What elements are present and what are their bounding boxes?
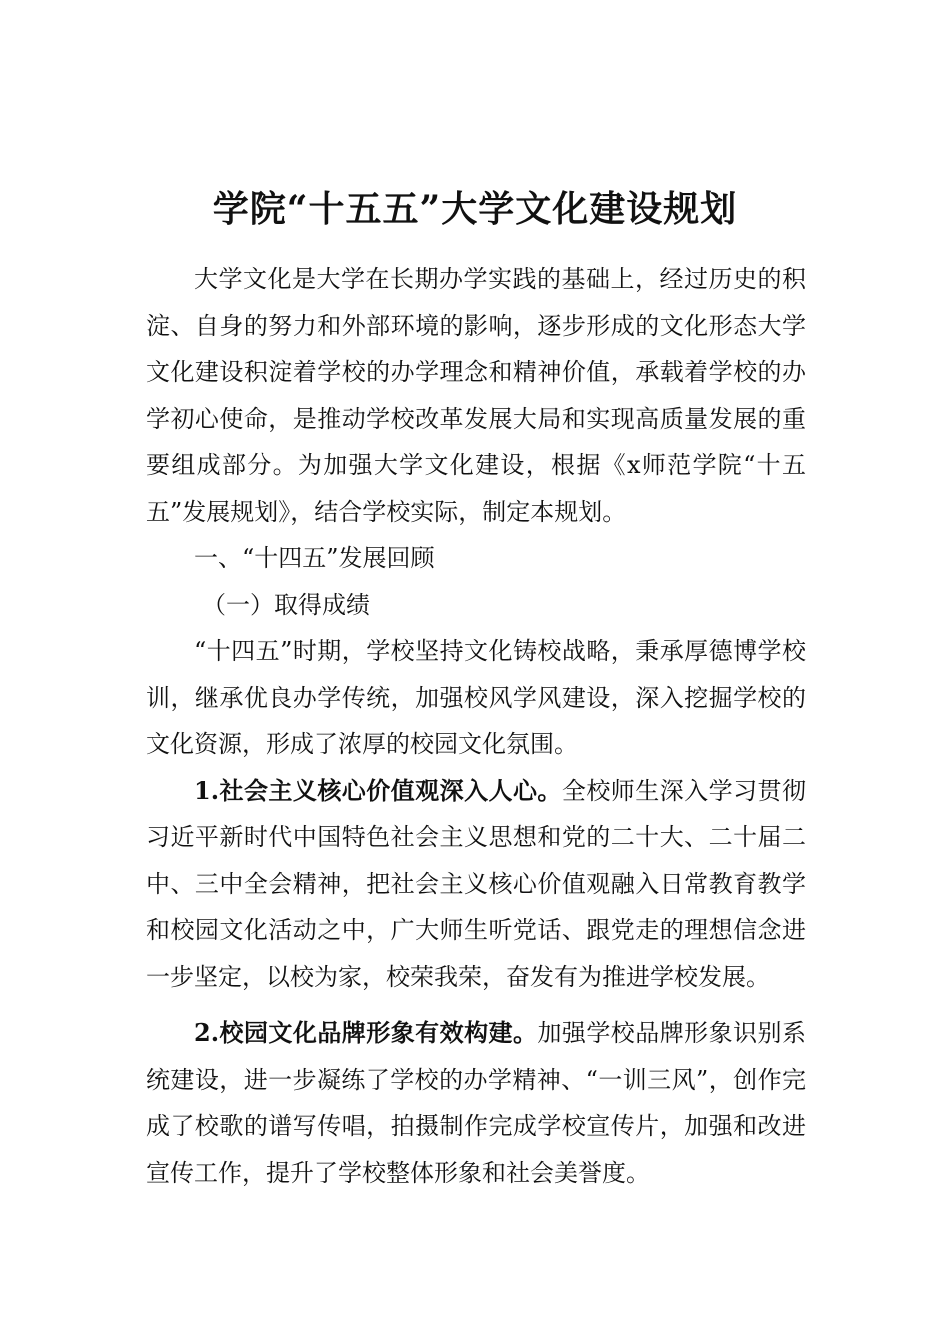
- document-body: [146, 256, 806, 1196]
- review-paragraph: “十四五”时期，学校坚持文化铸校战略，秉承厚德博学校训，继承优良办学传统，加强校风学风建设，深入挖掘学校的文化资源，形成了浓厚的校园文化氛围。: [146, 637, 806, 758]
- document-title: 学院“十五五”大学文化建设规划: [212, 188, 738, 231]
- item-text-1: 全校师生深入学习贯彻习近平新时代中国特色社会主义思想和党的二十大、二十届二中、三中全会精神，把社会主义核心价值观融入日常教育教学和校园文化活动之中，广大师生听党话、跟党走的理想信念进一步坚定，以校为家，校荣我荣，奋发有为推进学校发展。: [146, 776, 806, 991]
- item-text-2: 加强学校品牌形象识别系统建设，进一步凝练了学校的办学精神、“一训三风”，创作完成了校歌的谱写传唱，拍摄制作完成学校宣传片，加强和改进宣传工作，提升了学校整体形象和社会美誉度。: [146, 1019, 806, 1187]
- item-lead-1: 1.社会主义核心价值观深入人心。: [194, 775, 562, 805]
- section-heading: 一、“十四五”发展回顾: [194, 544, 435, 572]
- item-paragraph-2: [146, 1010, 806, 1196]
- item-paragraph-1: [146, 768, 806, 1001]
- item-lead-2: 2.校园文化品牌形象有效构建。: [194, 1018, 538, 1047]
- intro-paragraph: 大学文化是大学在长期办学实践的基础上，经过历史的积淀、自身的努力和外部环境的影响，逐步形成的文化形态大学文化建设积淀着学校的办学理念和精神价值，承载着学校的办学初心使命，是推动学校改革发展大局和实现高质量发展的重要组成部分。为加强大学文化建设，根据《x师范学院“十五五”发展规划》，结合学校实际，制定本规划。: [146, 265, 806, 526]
- subsection-heading: （一）取得成绩: [202, 590, 370, 619]
